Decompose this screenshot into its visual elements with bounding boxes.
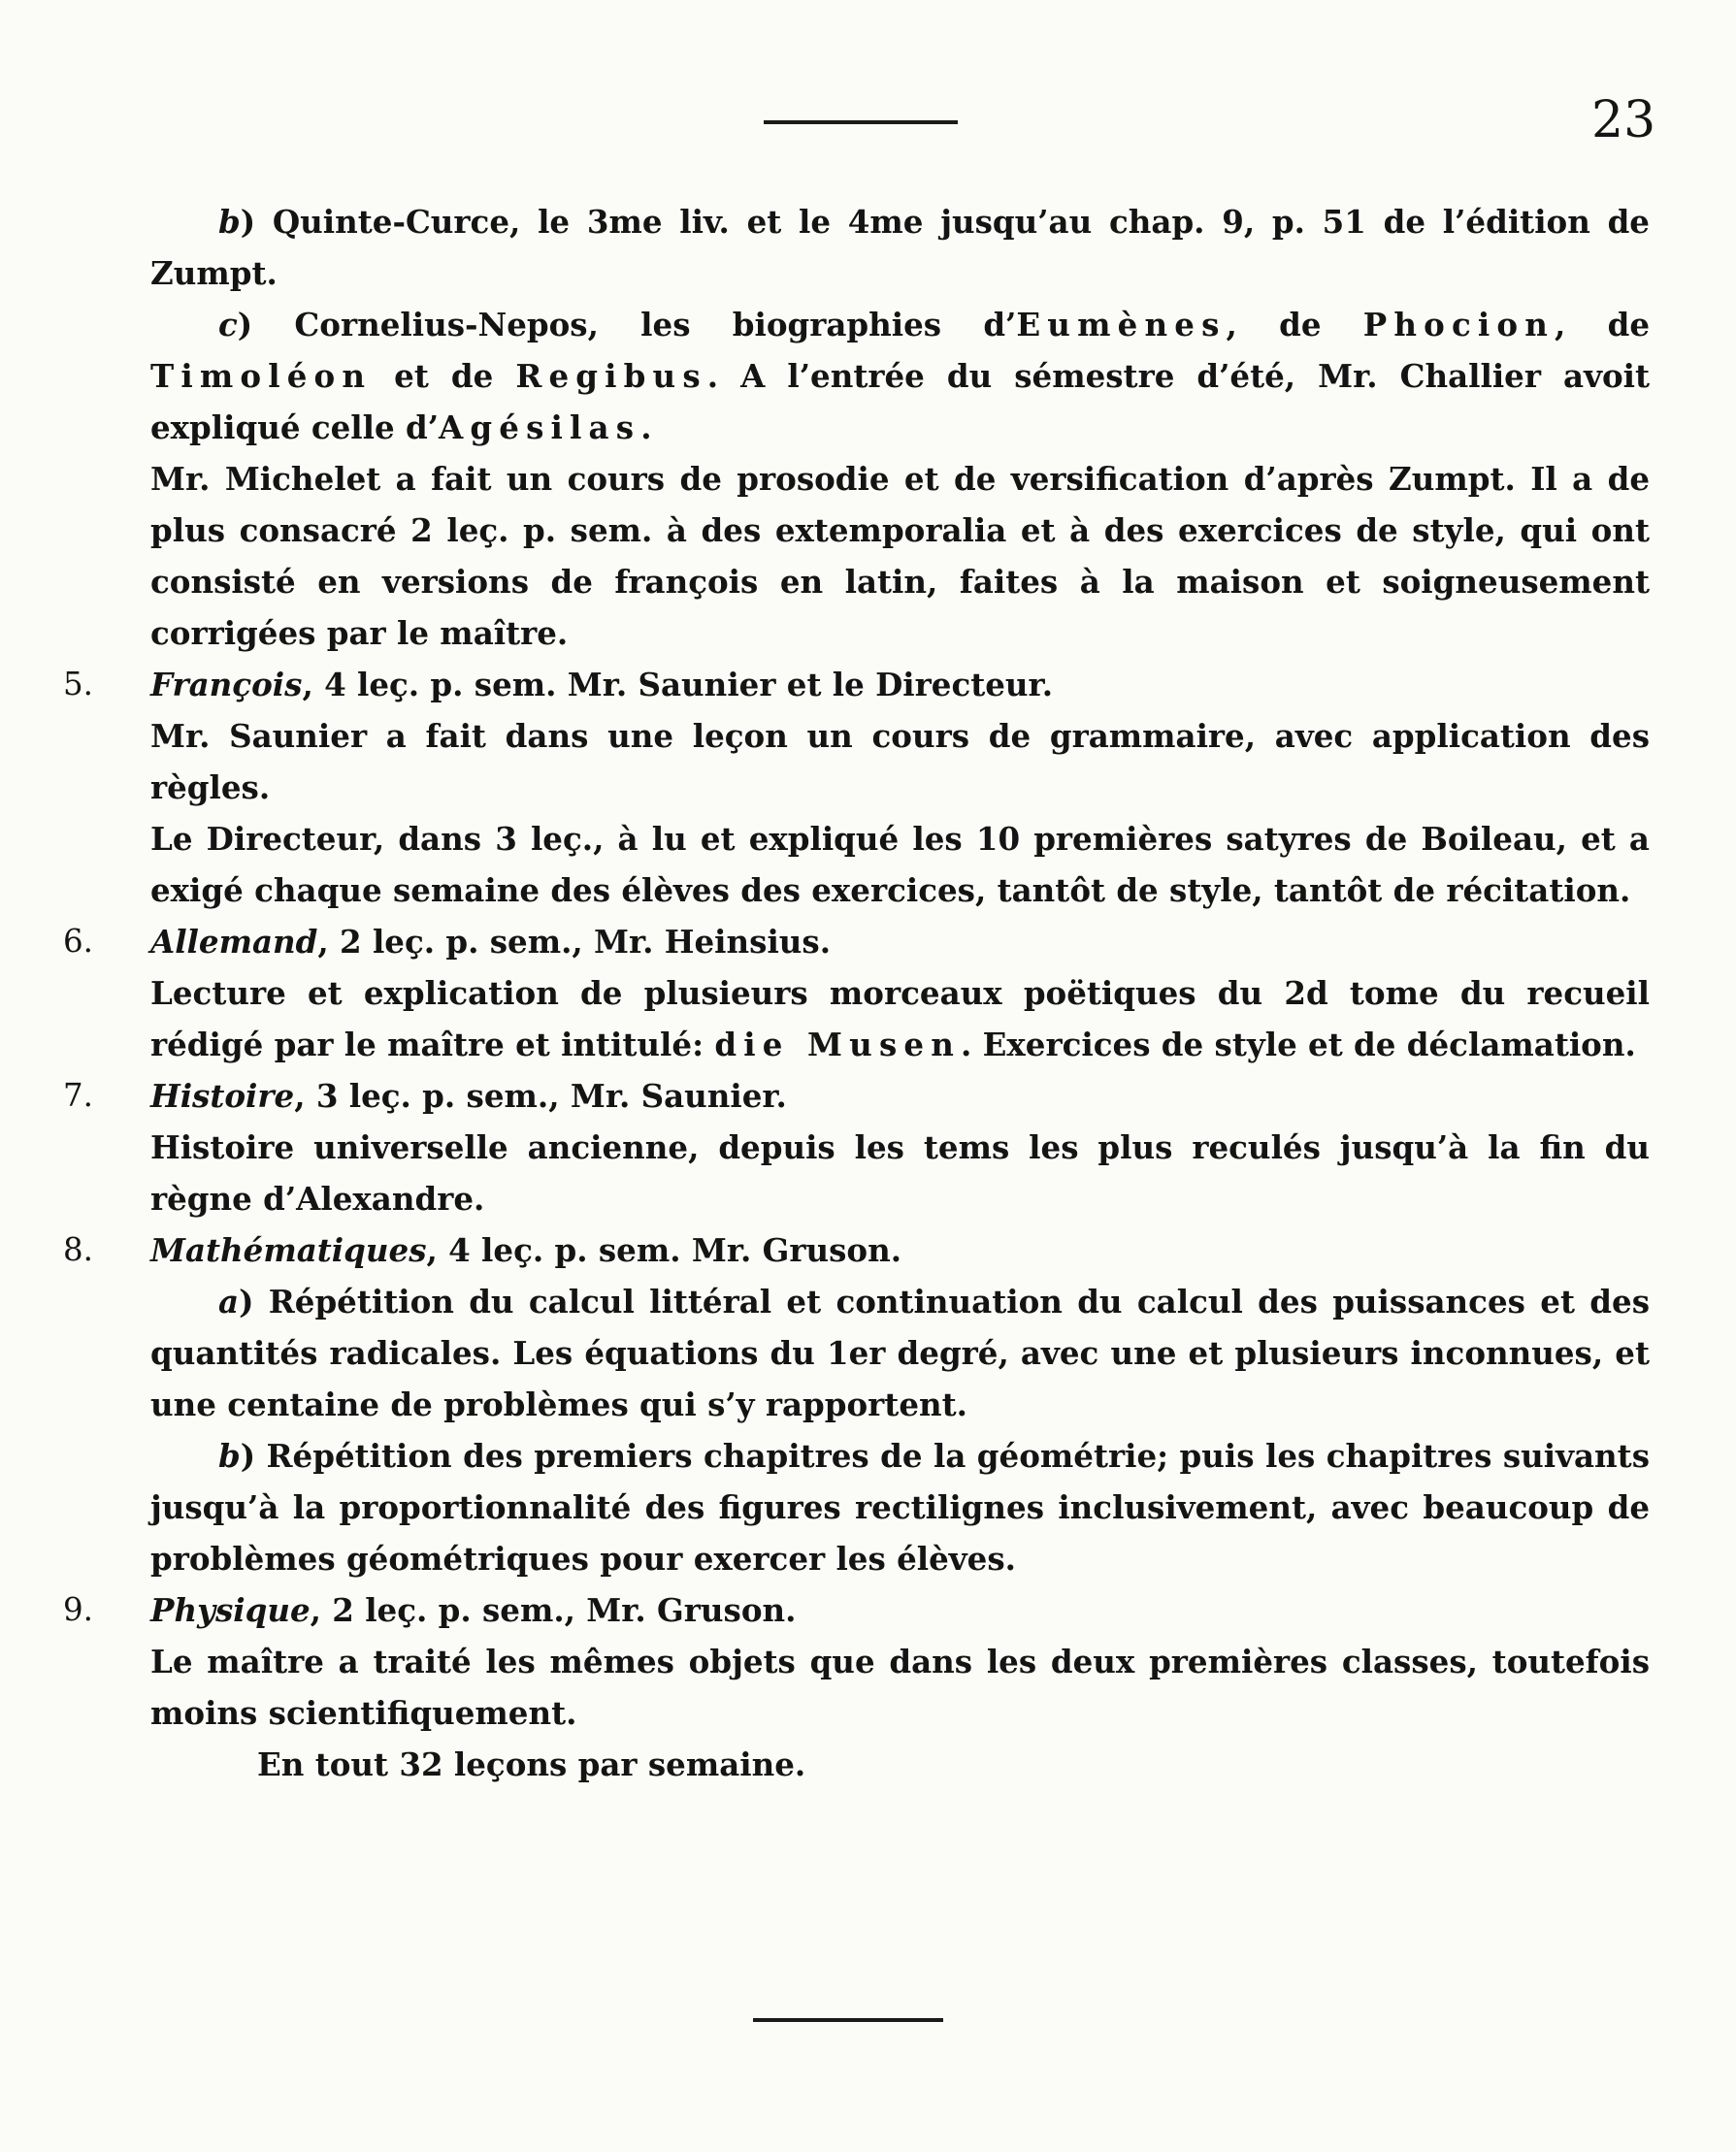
paragraph-text: ) Quinte-Curce, le 3me liv. et le 4me jusqu’au chap. 9, p. 51 de l’édition de Zumpt. <box>150 203 1650 292</box>
paragraph-physique: Le maître a traité les mêmes objets que dans les deux premières classes, toutefois moins scientifiquement. <box>150 1643 1650 1732</box>
subject-name: Allemand <box>150 923 318 961</box>
enum-letter: c <box>218 306 238 343</box>
subject-name: François <box>150 666 303 703</box>
paragraph-text: . A l’entrée du sémestre d’été, Mr. Challier avoit expliqué celle d’ <box>150 357 1650 446</box>
enum-letter: a <box>218 1283 240 1321</box>
paragraph-quinte-curce <box>150 196 1650 299</box>
paragraph-text: ) Répétition du calcul littéral et continuation du calcul des puissances et des quantités radicales. Les équations du 1er degré, avec une et plusieurs inconnues, et une centaine de problèmes qui s’y rapportent. <box>150 1283 1650 1423</box>
paragraph-michelet: Mr. Michelet a fait un cours de prosodie et de versification d’après Zumpt. Il a de plus consacré 2 leç. p. sem. à des extemporalia et à des exercices de style, qui ont consisté en versions de françois en latin, faites à la maison et soigneusement corrigées par le maître. <box>150 460 1650 652</box>
item-details: , 4 leç. p. sem. Mr. Saunier et le Directeur. <box>302 666 1054 703</box>
enum-letter: b <box>218 203 241 241</box>
spaced-name: Eumènes <box>1016 306 1227 343</box>
paragraph-cornelius-nepos <box>150 299 1650 453</box>
paragraph-text: Lecture et explication de plusieurs morceaux poëtiques du 2d tome du recueil rédigé par le maître et intitulé: <box>150 974 1650 1063</box>
spaced-name: die Musen <box>714 1026 962 1063</box>
item-number: 6. <box>63 923 94 960</box>
paragraph-math-b <box>150 1430 1650 1584</box>
spaced-name: Regibus <box>515 357 707 395</box>
page-number: 23 <box>1591 91 1656 149</box>
item-number: 8. <box>63 1231 94 1268</box>
item-details: , 4 leç. p. sem. Mr. Gruson. <box>426 1231 902 1269</box>
item-details: , 3 leç. p. sem., Mr. Saunier. <box>294 1077 787 1115</box>
spaced-name: Timoléon <box>150 357 373 395</box>
item-9-physique <box>63 1584 1650 1636</box>
paragraph-text: ) Cornelius-Nepos, les biographies d’ <box>237 306 1017 343</box>
paragraph-directeur: Le Directeur, dans 3 leç., à lu et expliqué les 10 premières satyres de Boileau, et a exigé chaque semaine des élèves des exercices, tantôt de style, tantôt de récitation. <box>150 820 1650 909</box>
bottom-rule <box>753 2018 943 2022</box>
item-number: 9. <box>63 1591 94 1628</box>
paragraph-text: , de <box>1555 306 1650 343</box>
item-7-histoire <box>63 1070 1650 1122</box>
paragraph-saunier: Mr. Saunier a fait dans une leçon un cours de grammaire, avec application des règles. <box>150 717 1650 806</box>
subject-name: Physique <box>150 1591 311 1629</box>
body-text <box>63 196 1650 1790</box>
subject-name: Histoire <box>150 1077 295 1115</box>
item-details: , 2 leç. p. sem., Mr. Gruson. <box>310 1591 797 1629</box>
item-number: 5. <box>63 666 94 702</box>
spaced-name: Agésilas <box>439 408 641 446</box>
total-line: En tout 32 leçons par semaine. <box>257 1745 806 1783</box>
paragraph-lecture <box>150 967 1650 1070</box>
paragraph-histoire: Histoire universelle ancienne, depuis les tems les plus reculés jusqu’à la fin du règne d’Alexandre. <box>150 1128 1650 1218</box>
paragraph-text: . Exercices de style et de déclamation. <box>961 1026 1636 1063</box>
paragraph-math-a <box>150 1276 1650 1430</box>
item-6-allemand <box>63 916 1650 967</box>
subject-name: Mathématiques <box>150 1231 427 1269</box>
item-5-francois <box>63 659 1650 710</box>
item-details: , 2 leç. p. sem., Mr. Heinsius. <box>317 923 832 961</box>
enum-letter: b <box>218 1437 241 1475</box>
item-number: 7. <box>63 1077 94 1114</box>
item-8-mathematiques <box>63 1224 1650 1276</box>
top-rule <box>764 120 958 124</box>
paragraph-text: , de <box>1226 306 1363 343</box>
paragraph-text: . <box>640 408 652 446</box>
paragraph-text: ) Répétition des premiers chapitres de la géométrie; puis les chapitres suivants jusqu’à la proportionnalité des figures rectilignes inclusivement, avec beaucoup de problèmes géométriques pour exercer les élèves. <box>150 1437 1650 1578</box>
paragraph-text: et de <box>372 357 516 395</box>
spaced-name: Phocion <box>1362 306 1556 343</box>
